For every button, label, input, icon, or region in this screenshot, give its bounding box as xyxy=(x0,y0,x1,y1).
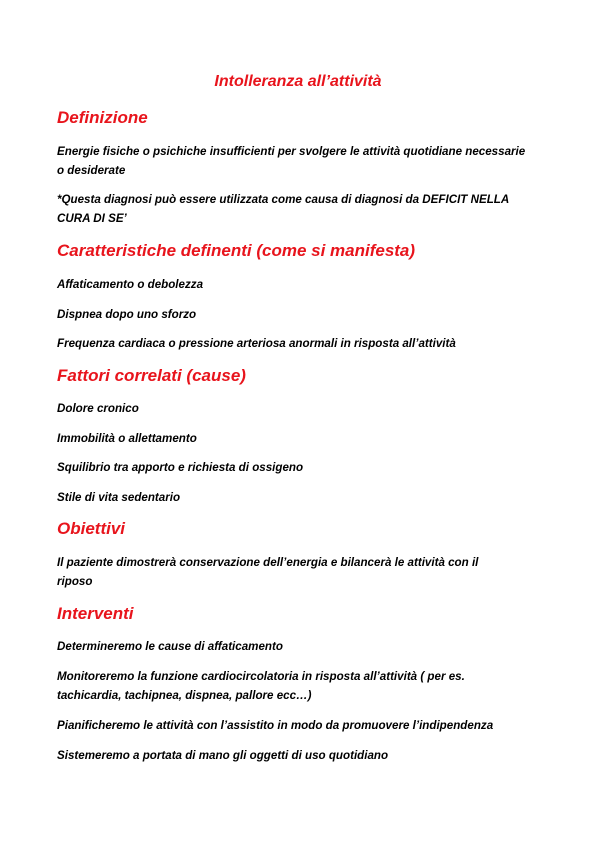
caratteristiche-item-2: Dispnea dopo uno sforzo xyxy=(57,308,197,321)
section-heading-fattori: Fattori correlati (cause) xyxy=(57,366,246,385)
section-heading-definizione: Definizione xyxy=(57,108,148,127)
fattori-item-3: Squilibrio tra apporto e richiesta di ossigeno xyxy=(57,461,304,474)
caratteristiche-item-3: Frequenza cardiaca o pressione arteriosa anormali in risposta all’attività xyxy=(57,337,456,350)
document-title: Intolleranza all’attività xyxy=(214,73,382,90)
fattori-item-4: Stile di vita sedentario xyxy=(57,491,181,504)
interventi-item-4: Sistemeremo a portata di mano gli oggetti di uso quotidiano xyxy=(57,749,389,762)
section-heading-caratteristiche: Caratteristiche definenti (come si manifesta) xyxy=(57,241,416,260)
interventi-item-3: Pianificheremo le attività con l’assistito in modo da promuovere l’indipendenza xyxy=(57,719,494,732)
interventi-item-1: Determineremo le cause di affaticamento xyxy=(57,640,283,653)
definizione-item-2: *Questa diagnosi può essere utilizzata come causa di diagnosi da DEFICIT NELLA CURA DI SE’ xyxy=(57,193,509,225)
section-heading-obiettivi: Obiettivi xyxy=(57,519,126,538)
interventi-item-2: Monitoreremo la funzione cardiocircolatoria in risposta all’attività ( per es. tachicardia, tachipnea, dispnea, pallore ecc…) xyxy=(57,670,465,702)
fattori-item-1: Dolore cronico xyxy=(57,402,139,415)
definizione-item-1: Energie fisiche o psichiche insufficienti per svolgere le attività quotidiane necessarie o desiderate xyxy=(57,145,526,177)
section-heading-interventi: Interventi xyxy=(57,604,134,623)
caratteristiche-item-1: Affaticamento o debolezza xyxy=(57,278,204,291)
obiettivi-item-1: Il paziente dimostrerà conservazione dell’energia e bilancerà le attività con il riposo xyxy=(57,556,479,588)
fattori-item-2: Immobilità o allettamento xyxy=(57,432,197,445)
